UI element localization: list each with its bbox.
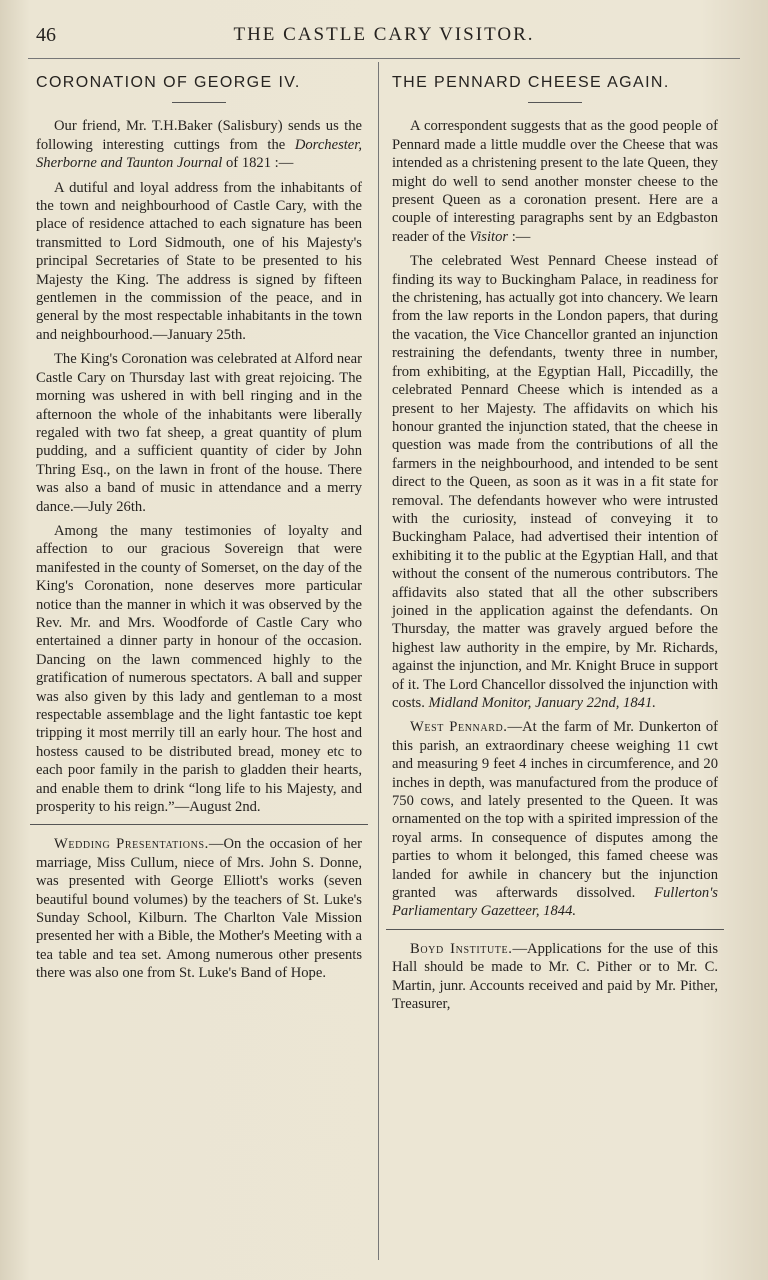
heading-rule: [528, 102, 582, 103]
boyd-paragraph: Boyd Institute.—Applications for the use of this Hall should be made to Mr. C. Pither or to Mr. C. Martin, junr. Accounts received and paid by Mr. Pither, Treasurer,: [392, 940, 718, 1013]
heading-rule: [172, 102, 226, 103]
source-citation: Fullerton's Parliamentary Gazetteer, 1844.: [392, 885, 718, 920]
wedding-paragraph: Wedding Presentations.—On the occasion of her marriage, Miss Cullum, niece of Mrs. John S. Donne, was presented with George Elliott's works (seven beautiful bound volumes) by the teachers of St. Luke's Sunday School, Kilburn. The Charlton Vale Mission presented her with a Bible, the Mother's Meeting with a tea table and tea set. Among numerous other presents there was also one from St. Luke's Band of Hope.: [36, 836, 362, 982]
header-rule: [28, 58, 740, 59]
coronation-paragraph: Among the many testimonies of loyalty and affection to our gracious Sovereign that were manifested in the county of Somerset, on the day of the King's Coronation, none deserves more particular notice than the manner in which it was observed by the Rev. Mr. and Mrs. Woodforde of Castle Cary who entertained a dinner party in honour of the occasion. Dancing on the lawn commenced highly to the gratification of numerous spectators. A ball and supper was also given by this lady and gentleman to a most respectable assemblage and the light fantastic toe kept tripping it most merrily till an early hour. The host and hostess caused to be distributed bread, money etc to each poor family in the parish to gladden their hearts, and enable them to drink “long life to his Majesty, and prosperity to his reign.”—August 2nd.: [36, 522, 362, 816]
pennard-paragraph: The celebrated West Pennard Cheese instead of finding its way to Buckingham Palace, in readiness for the christening, has actually got into chancery. We learn from the law reports in the London papers, that during the vacation, the Vice Chancellor granted an injunction restraining the defendants, twenty three in number, from exhibiting, at the Egyptian Hall, Piccadilly, the celebrated Pennard Cheese which is intended as a present to her Majesty. The affidavits on which his honour granted the injunction stated, that the cheese in question was made from the contributions of all the farmers in the neighbourhood, and intended to be sent direct to the Queen, as soon as it was in a fit state for removal. The defendants however who were intrusted with the curiosity, instead of conveying it to Buckingham Palace, had advertised their intention of exhibiting it to the public at the Egyptian Hall, and that without the consent of the numerous contributors. The affidavits also stated that all the other subscribers joined in the application against the defendants. On Thursday, the matter was gravely argued before the highest law authority in the empire, by Mr. Richards, against the injunction, and Mr. Knight Bruce in support of it. The Lord Chancellor dissolved the injunction with costs. Midland Monitor, January 22nd, 1841.: [392, 253, 719, 711]
section-separator: [386, 929, 724, 930]
coronation-intro: Our friend, Mr. T.H.Baker (Salisbury) sends us the following interesting cuttings from the Dorchester, Sherborne and Taunton Journal of 1821 :—: [36, 118, 362, 172]
section-separator: [30, 824, 368, 825]
west-pennard-runin: West Pennard.: [410, 719, 508, 736]
source-citation: Dorchester, Sherborne and Taunton Journal: [36, 136, 362, 172]
running-header: [36, 22, 732, 52]
coronation-paragraph: The King's Coronation was celebrated at Alford near Castle Cary on Thursday last with great rejoicing. The morning was ushered in with bell ringing and in the afternoon the whole of the inhabitants were liberally regaled with two fat sheep, a great quantity of plum pudding, and a sufficient quantity of cider by John Thring Esq., on the lawn in front of the house. There was also a band of music in attendance and a merry dance.—July 26th.: [36, 351, 362, 515]
west-pennard-paragraph: West Pennard.—At the farm of Mr. Dunkerton of this parish, an extraordinary cheese weighing 11 cwt and measuring 9 feet 4 inches in circumference, and 20 inches in depth, was manufactured from the produce of 750 cows, and lately presented to the Queen. It was ornamented on the top with a spirited impression of the royal arms. In consequence of disputes among the parties to whom it belonged, this famed cheese was landed for awhile in chancery but the injunction granted was afterwards dissolved. Fullerton's Parliamentary Gazetteer, 1844.: [392, 719, 718, 920]
pennard-heading: THE PENNARD CHEESE AGAIN.: [392, 74, 670, 91]
coronation-heading: CORONATION OF GEORGE IV.: [36, 74, 301, 91]
right-column: [392, 70, 718, 1020]
page-number: 46: [36, 24, 56, 46]
pennard-intro: A correspondent suggests that as the good people of Pennard made a little muddle over the Cheese that was intended as a christening present to the late Queen, they might do well to send another monster cheese to the present Queen as a coronation present. Here are a couple of interesting paragraphs sent by an Edgbaston reader of the Visitor :—: [392, 118, 718, 245]
boyd-runin: Boyd Institute.: [410, 940, 513, 957]
left-column: [36, 70, 362, 989]
publication-title: THE CASTLE CARY VISITOR.: [233, 24, 535, 45]
wedding-runin: Wedding Presentations.: [54, 836, 209, 853]
coronation-paragraph: A dutiful and loyal address from the inhabitants of the town and neighbourhood of Castle Cary, with the place of residence attached to each signature has been transmitted to Lord Sidmouth, one of his Majesty's principal Secretaries of State to be presented to his Majesty the King. The address is signed by fifteen gentlemen in the commission of the peace, and in general by the most respectable inhabitants in the town and neighbourhood.—January 25th.: [36, 179, 362, 343]
source-citation: Midland Monitor, January 22nd, 1841.: [428, 695, 656, 711]
column-divider: [378, 62, 379, 1260]
